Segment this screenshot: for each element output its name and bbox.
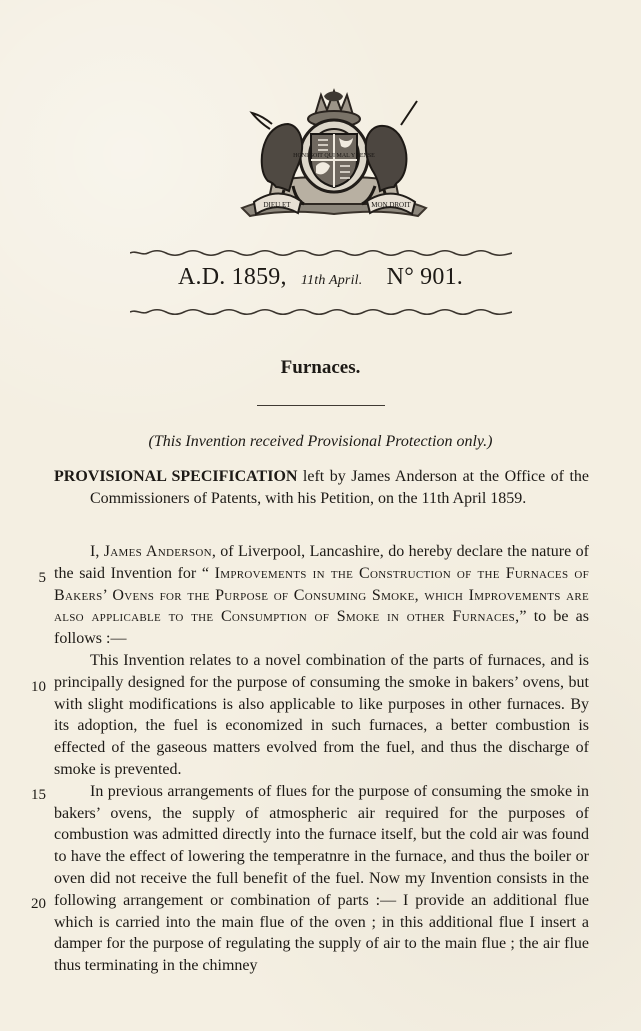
wavy-rule-top [130,249,512,257]
patent-year: A.D. 1859, [178,264,287,290]
specification-heading: PROVISIONAL SPECIFICATION [54,468,298,485]
document-title: Furnaces. [280,357,361,378]
body-paragraphs [54,650,589,977]
line-number-10: 10 [31,679,46,695]
garter-motto-text: HONI SOIT QUI MAL Y PENSE [293,153,375,159]
body-paragraph-2: In previous arrangements of flues for the purpose of consuming the smoke in bakers’ ovens, the supply of atmospheric air required for the purposes of combustion was admitted directly into the furnace itself, but the cold air was found to have the effect of lowering the temperatnre in the furnace, and thus the boiler or oven did not receive the full benefit of the fuel. Now my Invention consists in the following arrangement or combination of parts :— I provide an additional flue which is carried into the main flue of the oven ; in this additional flue I insert a damper for the purpose of regulating the supply of air to the main flue ; the air flue thus terminating in the chimney [54,782,589,975]
title-divider [257,405,385,406]
line-number-20: 20 [31,896,46,912]
provisional-note: (This Invention received Provisional Protection only.) [148,433,493,450]
right-scroll-text: MON DROIT [371,201,411,209]
declaration-text-part-2: ” to be as follows :— [54,608,589,648]
patent-header-line [0,264,641,291]
specification-paragraph [54,466,589,510]
patent-date: 11th April. [300,273,363,288]
declaration-text-part-1: , of Liverpool, Lancashire, do hereby declare the nature of the said Invention for “ [54,543,590,582]
declaration-paragraph [54,541,589,650]
invention-title: Improvements in the Construction of the Furnaces of Bakers’ Ovens for the Purpose of Consuming Smoke, which Improvements are also applicable to the Consumption of Smoke in other Furnaces, [54,564,589,626]
declaration-lead: I, [90,543,104,560]
inventor-name: James Anderson [103,543,212,560]
left-scroll-text: DIEU ET [263,201,291,209]
specification-text: left by James Anderson at the Office of the Commissioners of Patents, with his Petition, on the 11th April 1859. [90,468,590,507]
patent-number: N° 901. [386,264,463,290]
royal-coat-of-arms [232,88,436,220]
line-number-15: 15 [31,787,46,803]
body-paragraph-1: This Invention relates to a novel combination of the parts of furnaces, and is principally designed for the purpose of consuming the smoke in bakers’ ovens, but with slight modifications is also applicable to like purposes in other furnaces. By its adoption, the fuel is economized in such furnaces, a better combustion is effected of the gaseous matters evolved from the fuel, and thus the discharge of smoke is prevented. [54,652,589,778]
wavy-rule-bottom [130,308,512,316]
line-number-5: 5 [38,570,46,586]
declaration-text [54,541,589,650]
